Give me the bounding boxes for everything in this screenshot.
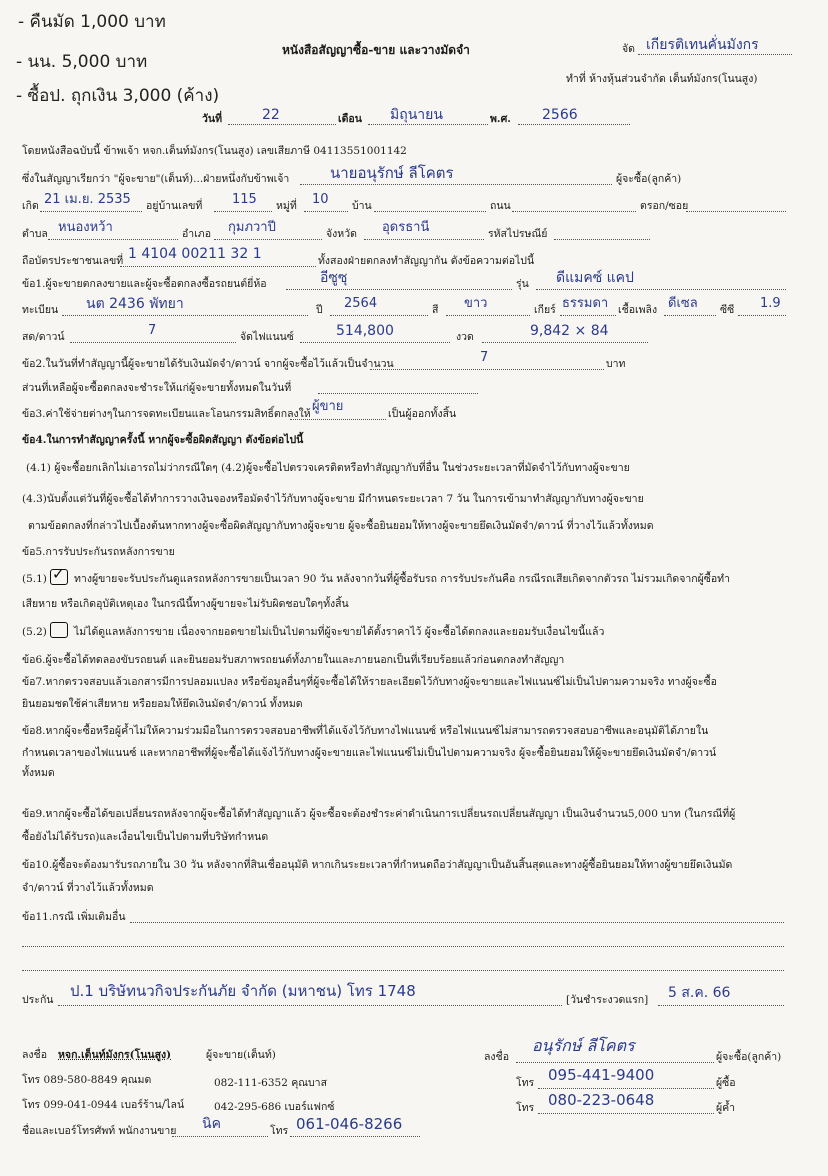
color-value: ขาว (464, 296, 488, 311)
buyer-suffix: ผู้จะซื้อ(ลูกค้า) (616, 173, 682, 185)
amphoe-value: กุมภวาปี (228, 220, 276, 235)
contact-3: โทร 099-041-0944 เบอร์ร้าน/ไลน์ (22, 1099, 185, 1111)
down-label: สด/ดาวน์ (22, 331, 65, 343)
cc-label: ซีซี (720, 304, 735, 316)
month-value: มิถุนายน (390, 107, 443, 123)
guarantor-tel-role: ผู้ค้ำ (716, 1102, 736, 1114)
id-label: ถือบัตรประชาชนเลขที่ (22, 255, 124, 267)
month-label: เดือน (338, 113, 362, 125)
first-due-value: 5 ส.ค. 66 (668, 985, 731, 1001)
year-label: ปี (316, 304, 323, 316)
road-label: ถนน (490, 200, 511, 212)
born-value: 21 เม.ย. 2535 (44, 192, 131, 207)
clause-3-line (290, 419, 386, 420)
install-line (482, 342, 648, 343)
written-at-value: เกียรติเทนคั่นมังกร (646, 37, 759, 53)
guarantor-tel-line (538, 1113, 714, 1114)
clause-8a: ข้อ8.หากผู้จะซื้อหรือผู้ค้ำไม่ให้ความร่วมมือในการตรวจสอบอาชีพที่ได้แจ้งไว้กับทางไฟแนนซ์ หรือไฟแนนซ์ไม่สามารถตรวจสอบอาชีพและอนุมัติได้ภายใน (22, 725, 709, 737)
finance-line (300, 342, 450, 343)
clause-3a: ข้อ3.ค่าใช้จ่ายต่างๆในการจดทะเบียนและโอนกรรมสิทธิ์ตกลงให้ (22, 408, 311, 420)
buyer-tel-label: โทร (516, 1077, 535, 1089)
seller-line-label: ซึ่งในสัญญาเรียกว่า "ผู้จะขาย"(เต็นท์)...ฝ่ายหนึ่งกับข้าพเจ้า (22, 173, 290, 185)
finance-label: จัดไฟแนนซ์ (240, 331, 294, 343)
moo-value: 10 (312, 192, 329, 207)
agree-text: ทั้งสองฝ่ายตกลงทำสัญญากัน ดังข้อความต่อไปนี้ (318, 255, 535, 267)
brand-line (286, 289, 512, 290)
clause-6: ข้อ6.ผู้จะซื้อได้ทดลองขับรถยนต์ และยินยอมรับสภาพรถยนต์ทั้งภายในและภายนอกเป็นที่เรียบร้อยแล้วก่อนตกลงทำสัญญา (22, 654, 565, 666)
model-value: ดีแมคซ์ แคป (556, 270, 634, 286)
clause-4-1: (4.1) ผู้จะซื้อยกเลิกไม่เอารถไม่ว่ากรณีใดๆ (4.2)ผู้จะซื้อไปตรวจเครดิตหรือทำสัญญากับที่อื่น ในช่วงระยะเวลาที่มัดจำไว้กับทางผู้จะขาย (26, 462, 630, 474)
finance-value: 514,800 (336, 323, 394, 339)
clause-11-line-3 (22, 970, 784, 971)
month-line (368, 124, 488, 125)
clause-3-who: ผู้ขาย (312, 399, 344, 414)
buyer-name-line (300, 184, 612, 185)
year-value: 2566 (542, 107, 578, 123)
install-label: งวด (456, 331, 474, 343)
buyer-tel-role: ผู้ซื้อ (716, 1077, 736, 1089)
clause-9b: ซื้อยังไม่ได้รับรถ)และเงื่อนไขเป็นไปตามที่บริษัทกำหนด (22, 831, 269, 843)
province-value: อุดรธานี (382, 220, 430, 235)
gear-label: เกียร์ (534, 304, 556, 316)
province-label: จังหวัด (326, 228, 357, 240)
day-line (228, 124, 336, 125)
model-label: รุ่น (516, 278, 529, 290)
clause-7a: ข้อ7.หากตรวจสอบแล้วเอกสารมีการปลอมแปลง หรือข้อมูลอื่นๆที่ผู้จะซื้อได้ให้รายละเอียดไว้กับทางผู้จะขายและไฟแนนซ์ไม่เป็นไปตามความจริง ทางผู้จะซื้อ (22, 676, 717, 688)
note-3: - ซื้อป. ถุกเงิน 3,000 (ค้าง) (16, 86, 220, 106)
color-label: สี (432, 304, 439, 316)
model-line (536, 289, 786, 290)
house-value: 115 (232, 192, 257, 207)
seller-role: ผู้จะขาย(เต็นท์) (206, 1049, 276, 1061)
clause-2-unit: บาท (606, 358, 626, 370)
moo-label: หมู่ที่ (276, 200, 297, 212)
buyer-signature: อนุรักษ์ ลีโคตร (532, 1036, 635, 1055)
id-line (120, 266, 316, 267)
day-value: 22 (262, 107, 280, 123)
down-line (70, 342, 236, 343)
guarantor-tel-label: โทร (516, 1102, 535, 1114)
born-label: เกิด (22, 200, 39, 212)
alley-line (686, 211, 786, 212)
buyer-role: ผู้จะซื้อ(ลูกค้า) (716, 1051, 782, 1063)
clause-1-label: ข้อ1.ผู้จะขายตกลงขายและผู้จะซื้อตกลงซื้อรถยนต์ยี่ห้อ (22, 278, 267, 290)
clause-5-2-num: (5.2) (22, 626, 47, 638)
contact-4: 042-295-686 เบอร์แฟกซ์ (214, 1101, 335, 1113)
house-label: อยู่บ้านเลขที่ (146, 200, 203, 212)
tambon-value: หนองหว้า (58, 220, 113, 235)
reg-label: ทะเบียน (22, 304, 59, 316)
install-value: 9,842 × 84 (530, 323, 609, 339)
insurance-label: ประกัน (22, 994, 54, 1006)
note-1: - คืนมัด 1,000 บาท (18, 12, 166, 32)
clause-2-amount-line (370, 369, 604, 370)
fuel-line (664, 315, 716, 316)
buyer-name: นายอนุรักษ์ ลีโคตร (330, 164, 454, 182)
postcode-line (554, 239, 650, 240)
clause-5-2-checkbox[interactable] (50, 622, 68, 638)
clause-5-1-text: ทางผู้ขายจะรับประกันดูแลรถหลังการขายเป็นเวลา 90 วัน หลังจากวันที่ผู้ซื้อรับรถ การรับประกันคือ กรณีรถเสียเกิดจากตัวรถ ไม่รวมเกิดจากผู้ซื้อทำ (74, 573, 731, 585)
village-label: บ้าน (352, 200, 372, 212)
brand-value: อีซูซุ (320, 270, 348, 286)
document-title: หนังสือสัญญาซื้อ-ขาย และวางมัดจำ (282, 43, 470, 57)
checkmark-icon: ✓ (52, 565, 65, 583)
province-line (364, 239, 484, 240)
clause-4-3b: ตามข้อตกลงที่กล่าวไปเบื้องต้นหากทางผู้จะซื้อผิดสัญญากับทางผู้จะขาย ผู้จะซื้อยินยอมให้ทางผู้จะขายยึดเงินมัดจำ/ดาวน์ ที่วางไว้แล้วทั้งหมด (28, 520, 654, 532)
insurance-value: ป.1 บริษัทนวกิจประกันภัย จำกัด (มหาชน) โทร 1748 (70, 982, 416, 1000)
written-at-label: จัด (622, 43, 635, 55)
clause-3b: เป็นผู้ออกทั้งสิ้น (388, 408, 457, 420)
sales-tel-label: โทร (270, 1125, 289, 1137)
clause-11-line-2 (22, 946, 784, 947)
down-value: 7 (148, 323, 157, 338)
buyer-tel-line (538, 1088, 714, 1089)
intro-text: โดยหนังสือฉบับนี้ ข้าพเจ้า หจก.เต็นท์มังกร(โนนสูง) เลขเสียภาษี 0411355100114​2 (22, 145, 407, 157)
clause-5-1-cont: เสียหาย หรือเกิดอุบัติเหตุเอง ในกรณีนี้ทางผู้ขายจะไม่รับผิดชอบใดๆทั้งสิ้น (22, 598, 349, 610)
seller-name: หจก.เต็นท์มังกร(โนนสูง) (58, 1049, 172, 1061)
buyer-tel-value: 095-441-9400 (548, 1066, 655, 1084)
clause-7b: ยินยอมชดใช้ค่าเสียหาย หรือยอมให้ยึดเงินมัดจำ/ดาวน์ ทั้งหมด (22, 698, 303, 710)
clause-2-amount: 7 (480, 350, 489, 365)
sales-name-line (172, 1136, 268, 1137)
amphoe-label: อำเภอ (182, 228, 212, 240)
guarantor-tel-value: 080-223-0648 (548, 1091, 655, 1109)
buyer-sign-label: ลงชื่อ (484, 1051, 509, 1063)
written-at-line (638, 54, 792, 55)
clause-9a: ข้อ9.หากผู้จะซื้อได้ขอเปลี่ยนรถหลังจากผู้จะซื้อได้ทำสัญญาแล้ว ผู้จะซื้อจะต้องชำระค่าดำเนินการเปลี่ยนรถเปลี่ยนสัญญา เป็นเงินจำนวน5,000 บาท (ในกรณีที่ผู้ (22, 808, 736, 820)
clause-4: ข้อ4.ในการทำสัญญาครั้งนี้ หากผู้จะซื้อผิดสัญญา ดังข้อต่อไปนี้ (22, 434, 304, 446)
clause-10a: ข้อ10.ผู้ซื้อจะต้องมารับรถภายใน 30 วัน หลังจากที่สินเชื่ออนุมัติ หากเกินระยะเวลาที่กำหนดถือว่าสัญญาเป็นอันสิ้นสุดและทางผู้ซื้อยินยอมให้ทางผู้ขายยึดเงินมัด (22, 859, 733, 871)
clause-4-3a: (4.3)นับตั้งแต่วันที่ผู้จะซื้อได้ทำการวางเงินจองหรือมัดจำไว้กับทางผู้จะขาย มีกำหนดระยะเวลา 7 วัน ในการเข้ามาทำสัญญากับทางผู้จะขาย (22, 493, 644, 505)
clause-5-2-text: ไม่ได้ดูแลหลังการขาย เนื่องจากยอดขายไม่เป็นไปตามที่ผู้จะขายได้ตั้งราคาไว้ ผู้จะซื้อได้ตกลงและยอมรับเงื่อนไขนี้แล้ว (74, 626, 605, 638)
clause-10b: จำ/ดาวน์ ที่วางไว้แล้วทั้งหมด (22, 882, 154, 894)
clause-2b: ส่วนที่เหลือผู้จะซื้อตกลงจะชำระให้แก่ผู้จะขายทั้งหมดในวันที่ (22, 382, 292, 394)
clause-8b: กำหนดเวลาของไฟแนนซ์ และหากอาชีพที่ผู้จะซื้อได้แจ้งไว้กับทางผู้จะขายและไฟแนนซ์ไม่เป็นไปตามความจริง ผู้จะซื้อยินยอมให้ผู้จะขายยึดเงินมัดจำ/ดาวน์ (22, 747, 717, 759)
clause-2a: ข้อ2.ในวันที่ทำสัญญานี้ผู้จะขายได้รับเงินมัดจำ/ดาวน์ จากผู้จะซื้อไว้แล้วเป็นจำนวน (22, 358, 394, 370)
sales-tel-line (290, 1136, 420, 1137)
vehicle-year-value: 2564 (344, 296, 378, 311)
buyer-sign-line (516, 1062, 714, 1063)
year-label: พ.ศ. (490, 113, 511, 125)
tambon-line (48, 239, 178, 240)
gear-line (560, 315, 616, 316)
sales-label: ชื่อและเบอร์โทรศัพท์ พนักงานขาย (22, 1125, 177, 1137)
year-line (518, 124, 630, 125)
house-line (214, 211, 272, 212)
reg-value: นต 2436 พัทยา (86, 296, 184, 312)
amphoe-line (214, 239, 322, 240)
tambon-label: ตำบล (22, 228, 48, 240)
clause-8c: ทั้งหมด (22, 767, 55, 779)
cc-line (738, 315, 786, 316)
id-value: 1 4104 00211 32 1 (128, 246, 262, 262)
born-line (40, 211, 142, 212)
cc-value: 1.9 (760, 296, 781, 311)
sales-name: นิค (202, 1116, 221, 1132)
color-line (446, 315, 530, 316)
sales-tel-value: 061-046-8266 (296, 1115, 403, 1133)
place-text: ทำที่ ห้างหุ้นส่วนจำกัด เต็นท์มังกร(โนนสูง) (566, 73, 758, 85)
village-line (374, 211, 486, 212)
clause-5: ข้อ5.การรับประกันรถหลังการขาย (22, 546, 175, 558)
alley-label: ตรอก/ซอย (640, 200, 689, 212)
first-due-label: [วันชำระงวดแรก] (566, 994, 649, 1006)
note-2: - นน. 5,000 บาท (16, 52, 148, 72)
contact-2: 082-111-6352 คุณบาส (214, 1077, 327, 1089)
vehicle-year-line (330, 315, 428, 316)
seller-sign-label: ลงชื่อ (22, 1049, 47, 1061)
gear-value: ธรรมดา (562, 296, 609, 311)
clause-5-1-num: (5.1) (22, 573, 47, 585)
clause-11-line-1 (130, 922, 784, 923)
postcode-label: รหัสไปรษณีย์ (488, 228, 548, 240)
clause-2b-line (318, 393, 478, 394)
reg-line (62, 315, 308, 316)
fuel-value: ดีเซล (668, 296, 698, 311)
moo-line (304, 211, 348, 212)
fuel-label: เชื้อเพลิง (618, 304, 658, 316)
contact-1: โทร 089-580-8849 คุณมด (22, 1074, 152, 1086)
date-label: วันที่ (202, 113, 222, 125)
first-due-line (658, 1005, 784, 1006)
clause-11: ข้อ11.กรณี เพิ่มเติมอื่น (22, 911, 126, 923)
insurance-line (58, 1005, 562, 1006)
road-line (512, 211, 636, 212)
